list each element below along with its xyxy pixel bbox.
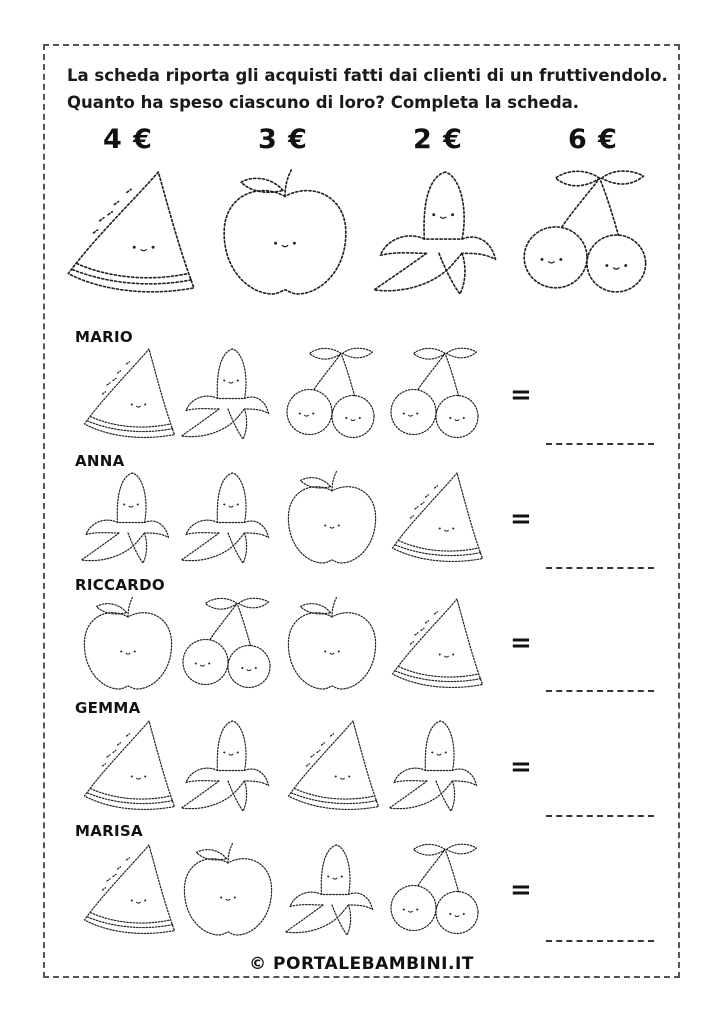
answer-blank-marisa[interactable] [546,940,654,942]
apple-icon [284,470,380,566]
watermelon-price-icon [62,168,196,298]
apple-price-icon [218,168,352,298]
instructions-line-2: Quanto ha speso ciascuno di loro? Completa la scheda. [67,93,580,112]
equals-sign-gemma: = [510,752,532,782]
instructions [67,62,667,116]
equals-sign-marisa: = [510,875,532,905]
cherries-price-icon [520,168,654,298]
price-label-apple: 3 € [258,124,308,155]
instructions-line-1: La scheda riporta gli acquisti fatti dai clienti di un fruttivendolo. [67,66,668,85]
watermelon-icon [80,718,176,814]
apple-icon [80,596,176,692]
watermelon-icon [284,718,380,814]
cherries-icon [284,346,380,442]
banana-icon [388,718,484,814]
equals-sign-mario: = [510,380,532,410]
answer-blank-mario[interactable] [546,443,654,445]
customer-name-mario: MARIO [75,328,133,346]
watermelon-icon [388,470,484,566]
price-label-cherries: 6 € [568,124,618,155]
apple-icon [284,596,380,692]
cherries-icon [180,596,276,692]
equals-sign-riccardo: = [510,628,532,658]
banana-price-icon [372,168,506,298]
watermelon-icon [80,346,176,442]
price-label-watermelon: 4 € [103,124,153,155]
watermelon-icon [388,596,484,692]
answer-blank-riccardo[interactable] [546,690,654,692]
answer-blank-anna[interactable] [546,567,654,569]
customer-name-riccardo: RICCARDO [75,576,165,594]
banana-icon [180,470,276,566]
equals-sign-anna: = [510,504,532,534]
banana-icon [80,470,176,566]
watermelon-icon [80,842,176,938]
apple-icon [180,842,276,938]
price-label-banana: 2 € [413,124,463,155]
customer-name-anna: ANNA [75,452,125,470]
cherries-icon [388,346,484,442]
customer-name-gemma: GEMMA [75,699,141,717]
banana-icon [180,346,276,442]
banana-icon [180,718,276,814]
answer-blank-gemma[interactable] [546,815,654,817]
cherries-icon [388,842,484,938]
copyright-footer: © PORTALEBAMBINI.IT [249,954,474,974]
customer-name-marisa: MARISA [75,822,143,840]
banana-icon [284,842,380,938]
